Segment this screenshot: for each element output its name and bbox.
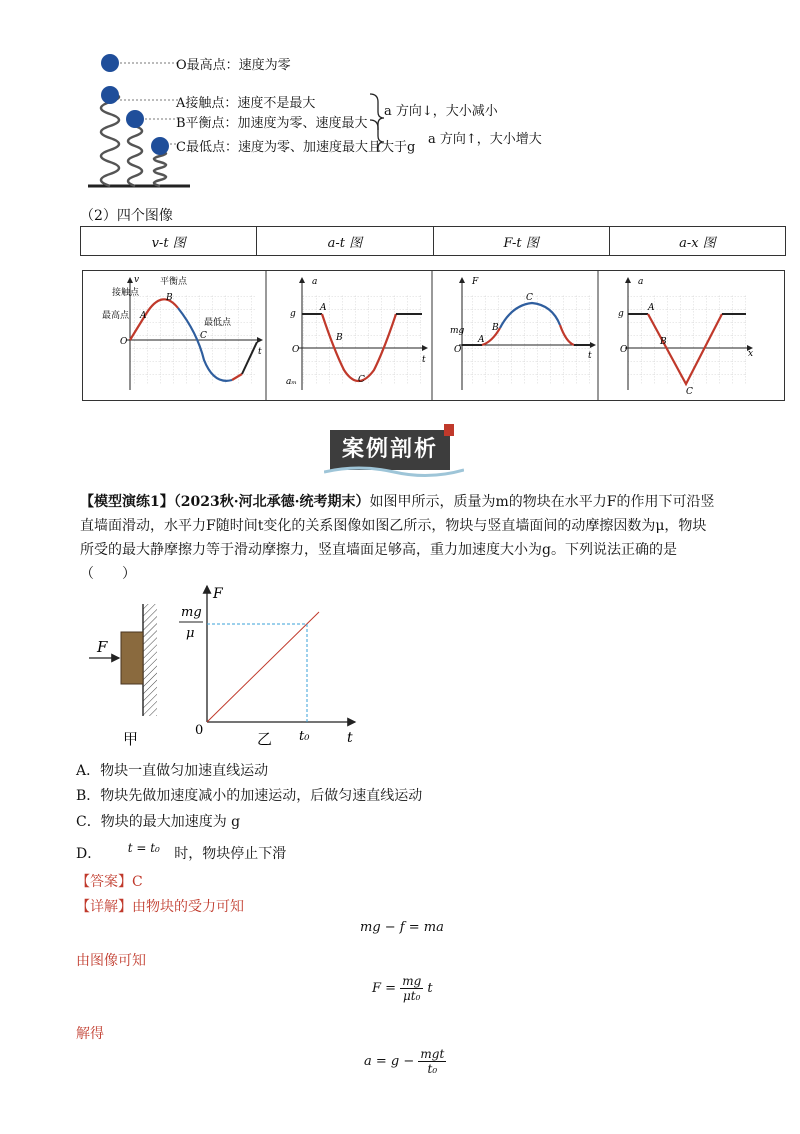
svg-text:O: O bbox=[620, 345, 628, 355]
eq2-num: mg bbox=[402, 974, 422, 988]
ball-b bbox=[126, 110, 144, 128]
header-ft: F-t 图 bbox=[433, 227, 609, 256]
detail-line bbox=[76, 896, 244, 916]
svg-text:g: g bbox=[618, 309, 624, 319]
banner-wave bbox=[324, 464, 464, 478]
header-ax: a-x 图 bbox=[609, 227, 785, 256]
eq3-fraction bbox=[418, 1047, 446, 1076]
equation-3 bbox=[364, 1047, 446, 1076]
svg-text:最低点: 最低点 bbox=[204, 318, 232, 328]
ball-a bbox=[101, 86, 119, 104]
option-c[interactable]: C．物块的最大加速度为 g bbox=[76, 814, 241, 830]
svg-text:aₘ: aₘ bbox=[286, 377, 297, 387]
eq3-den: t₀ bbox=[427, 1062, 438, 1076]
at-graph bbox=[286, 277, 427, 390]
yi-line bbox=[207, 612, 319, 722]
section-banner bbox=[330, 430, 450, 470]
problem-line3: 所受的最大静摩擦力等于滑动摩擦力，竖直墙面足够高，重力加速度大小为g。下列说法正确的是 bbox=[80, 542, 677, 558]
svg-text:O: O bbox=[292, 345, 300, 355]
svg-text:F: F bbox=[97, 638, 108, 656]
vt-graph bbox=[102, 275, 262, 390]
svg-text:μ: μ bbox=[186, 626, 195, 641]
from-graph-text: 由图像可知 bbox=[76, 953, 146, 969]
svg-text:C: C bbox=[200, 331, 207, 341]
svg-text:a: a bbox=[312, 277, 318, 287]
ball-c bbox=[151, 137, 169, 155]
svg-text:t: t bbox=[347, 730, 353, 746]
option-d-prefix: D． bbox=[76, 846, 102, 862]
svg-text:mg: mg bbox=[450, 326, 465, 336]
svg-text:C: C bbox=[358, 375, 365, 385]
svg-text:F: F bbox=[213, 586, 223, 602]
label-c: C最低点：速度为零、加速度最大且大于g bbox=[176, 140, 416, 155]
svg-text:C: C bbox=[686, 387, 693, 397]
problem-line1 bbox=[80, 490, 780, 514]
option-d-formula: t = t₀ bbox=[127, 841, 160, 855]
svg-text:A: A bbox=[478, 335, 485, 345]
ft-graph bbox=[450, 277, 595, 390]
svg-text:a: a bbox=[638, 277, 644, 287]
eq3-lhs: a = g − bbox=[364, 1054, 415, 1069]
banner-accent bbox=[444, 424, 454, 436]
svg-text:t: t bbox=[588, 351, 592, 361]
brace2-text: a 方向↑，大小增大 bbox=[428, 132, 542, 147]
svg-text:B: B bbox=[166, 293, 173, 303]
eq2-den: μt₀ bbox=[403, 989, 421, 1003]
option-a[interactable]: A．物块一直做匀加速直线运动 bbox=[76, 763, 269, 779]
svg-text:O: O bbox=[454, 345, 462, 355]
block bbox=[121, 632, 143, 684]
svg-text:O: O bbox=[120, 337, 128, 347]
option-d-suffix: 时，物块停止下滑 bbox=[174, 846, 287, 862]
problem-paren: （ ） bbox=[80, 566, 136, 582]
svg-text:t: t bbox=[258, 347, 262, 357]
problem-tag: 【模型演练1】 bbox=[80, 494, 174, 510]
problem-figure bbox=[85, 582, 375, 752]
svg-text:mg: mg bbox=[181, 605, 202, 620]
svg-text:B: B bbox=[336, 333, 343, 343]
detail-tag: 【详解】 bbox=[76, 899, 132, 915]
equation-1: mg − f = ma bbox=[360, 920, 444, 935]
svg-text:0: 0 bbox=[195, 723, 204, 738]
option-d[interactable] bbox=[76, 843, 286, 863]
problem-source: （2023秋·河北承德·统考期末） bbox=[173, 494, 370, 510]
option-b[interactable]: B．物块先做加速度减小的加速运动，后做匀速直线运动 bbox=[76, 788, 423, 804]
header-at: a-t 图 bbox=[257, 227, 433, 256]
svg-text:C: C bbox=[526, 293, 533, 303]
banner-title: 案例剖析 bbox=[330, 430, 450, 470]
svg-text:平衡点: 平衡点 bbox=[160, 277, 188, 287]
header-vt: v-t 图 bbox=[81, 227, 257, 256]
label-o: O最高点：速度为零 bbox=[176, 58, 291, 73]
svg-text:B: B bbox=[492, 323, 499, 333]
brace1-text: a 方向↓，大小减小 bbox=[384, 104, 498, 119]
svg-text:x: x bbox=[748, 349, 754, 359]
section2-title: （2）四个图像 bbox=[80, 208, 173, 224]
spring-b bbox=[128, 120, 142, 186]
detail-text: 由物块的受力可知 bbox=[132, 899, 244, 915]
label-b: B平衡点：加速度为零、速度最大 bbox=[176, 116, 368, 131]
svg-text:A: A bbox=[648, 303, 655, 313]
svg-text:甲: 甲 bbox=[123, 730, 139, 748]
answer: 【答案】C bbox=[76, 874, 143, 890]
problem-line1-text: 如图甲所示，质量为m的物块在水平力F的作用下可沿竖 bbox=[369, 494, 715, 510]
eq2-fraction bbox=[400, 974, 423, 1003]
label-a: A接触点：速度不是最大 bbox=[176, 96, 316, 111]
equation-2 bbox=[372, 974, 433, 1003]
svg-text:最高点: 最高点 bbox=[102, 311, 130, 321]
ax-graph bbox=[618, 277, 753, 397]
eq2-tail: t bbox=[427, 981, 433, 996]
svg-text:B: B bbox=[660, 337, 667, 347]
eq3-num: mgt bbox=[420, 1047, 445, 1061]
problem-line2: 直墙面滑动，水平力F随时间t变化的关系图像如图乙所示，物块与竖直墙面间的动摩擦因数为μ，物块 bbox=[80, 518, 707, 534]
svg-text:F: F bbox=[472, 277, 479, 287]
eq2-lhs: F = bbox=[372, 981, 397, 996]
svg-text:t₀: t₀ bbox=[299, 729, 310, 744]
svg-text:v: v bbox=[134, 275, 140, 285]
spring-c bbox=[154, 152, 166, 186]
problem-text bbox=[80, 490, 780, 586]
solve-text: 解得 bbox=[76, 1026, 104, 1042]
svg-text:接触点: 接触点 bbox=[112, 288, 140, 298]
four-graphs bbox=[82, 270, 785, 401]
spring-a bbox=[101, 94, 119, 186]
svg-text:t: t bbox=[422, 355, 426, 365]
graph-header-table bbox=[80, 226, 786, 256]
svg-text:A: A bbox=[140, 311, 147, 321]
svg-text:乙: 乙 bbox=[257, 730, 273, 748]
ball-o bbox=[101, 54, 119, 72]
wall-hatch bbox=[143, 604, 157, 716]
svg-text:g: g bbox=[290, 309, 296, 319]
svg-text:A: A bbox=[320, 303, 327, 313]
